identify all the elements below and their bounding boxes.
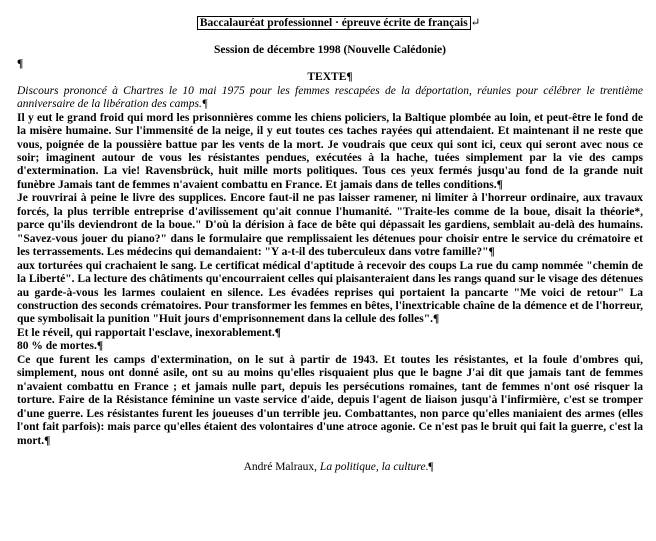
exam-title: Baccalauréat professionnel · épreuve écrite de français [197,16,471,30]
paragraph-camps: Ce que furent les camps d'extermination, on le sut à partir de 1943. Et toutes les résistantes, et la foule d'ombres qui, simplement, nous ont donné asile, ont su au moins qu'elles risquaient plus que le bagne J'ai dit que jamais tant de femmes n'avaient combattu en France ; et jamais nulle part, depuis les persécutions romaines, tant de femmes n'ont osé risquer la torture. Faire de la Résistance féminine un vaste service d'aide, depuis l'agent de liaison jusqu'à l'infirmière, c'est se tromper d'une guerre. Les résistantes furent les joueuses d'un terrible jeu. Combattantes, non parce qu'elles maniaient des armes (elles l'ont fait parfois): mais parce qu'elles étaient des volontaires d'une atroce agonie. Ce n'est pas le bruit qui fait la guerre, c'est la mort.¶ [17,353,643,447]
exam-header [17,3,643,44]
empty-paragraph-mark: ¶ [17,57,24,70]
paragraph-cold: Il y eut le grand froid qui mord les prisonnières comme les chiens policiers, la Baltique plombée au loin, et peut-être le fond de la misère humaine. Sur l'immensité de la neige, il y eut toutes ces taches rayées qui attendaient. Et maintenant il ne reste que vous, poignée de la poussière battue par les vents de la mort. Je voudrais que ceux qui sont ici, ceux qui seront avec nous ce soir; imaginent autour de vous les résistantes pendues, exécutées à la hache, tuées simplement par la vie des camps d'extermination. La vie! Ravensbrück, huit mille morts politiques. Tous ces yeux fermés jusqu'au fond de la grande nuit funèbre Jamais tant de femmes n'avaient combattu en France. Et jamais dans de telles conditions.¶ [17,111,643,191]
intro-paragraph: Discours prononcé à Chartres le 10 mai 1975 pour les femmes rescapées de la déportation, réunies pour célébrer le trentième anniversaire de la libération des camps.¶ [17,84,643,111]
paragraph-certificates: aux torturées qui crachaient le sang. Le certificat médical d'aptitude à recevoir des coups La rue du camp nommée "chemin de la Liberté". La lecture des châtiments qu'encourraient celles qui plaisanteraient dans les rangs quand sur le visage des détenues au garde-à-vous les larmes coulaient en silence. Les évadées reprises qui portaient la pancarte "Me voici de retour" La construction des seconds crématoires. Pour transformer les femmes en bêtes, l'inextricable chaîne de la démence et de l'horreur, que symbolisait la punition "Huit jours d'emprisonnement dans la cellule des folles".¶ [17,259,643,326]
signature-author: André Malraux, [243,461,320,474]
signature-work: La politique, la culture [319,461,426,474]
text-heading: TEXTE¶ [307,71,353,84]
signature [17,448,643,488]
paragraph-awakening: Et le réveil, qui rapportait l'esclave, inexorablement.¶ [17,326,281,339]
signature-end: .¶ [425,461,434,474]
line-break-mark: ↵ [470,17,481,30]
paragraph-tortures: Je rouvrirai à peine le livre des supplices. Encore faut-il ne pas laisser ramener, ni limiter à l'horreur ordinaire, aux travaux forcés, la plus terrible entreprise d'avilissement qu'ait connue l'humanité. "Traite-les comme de la boue, disait la théorie*, parce qu'ils deviendront de la boue." D'où la dérision à face de bête qui dépassait les gardiens, semblait au-delà des humains. "Savez-vous jouer du piano?" dans le formulaire que remplissaient les détenues pour choisir entre le service du crématoire et les terrassements. Les médecins qui demandaient: "Y a-t-il des tuberculeux dans votre famille?"¶ [17,192,643,259]
document-body [17,3,643,488]
exam-session: Session de décembre 1998 (Nouvelle Calédonie) [213,44,446,57]
paragraph-mortality: 80 % de mortes.¶ [17,340,104,353]
